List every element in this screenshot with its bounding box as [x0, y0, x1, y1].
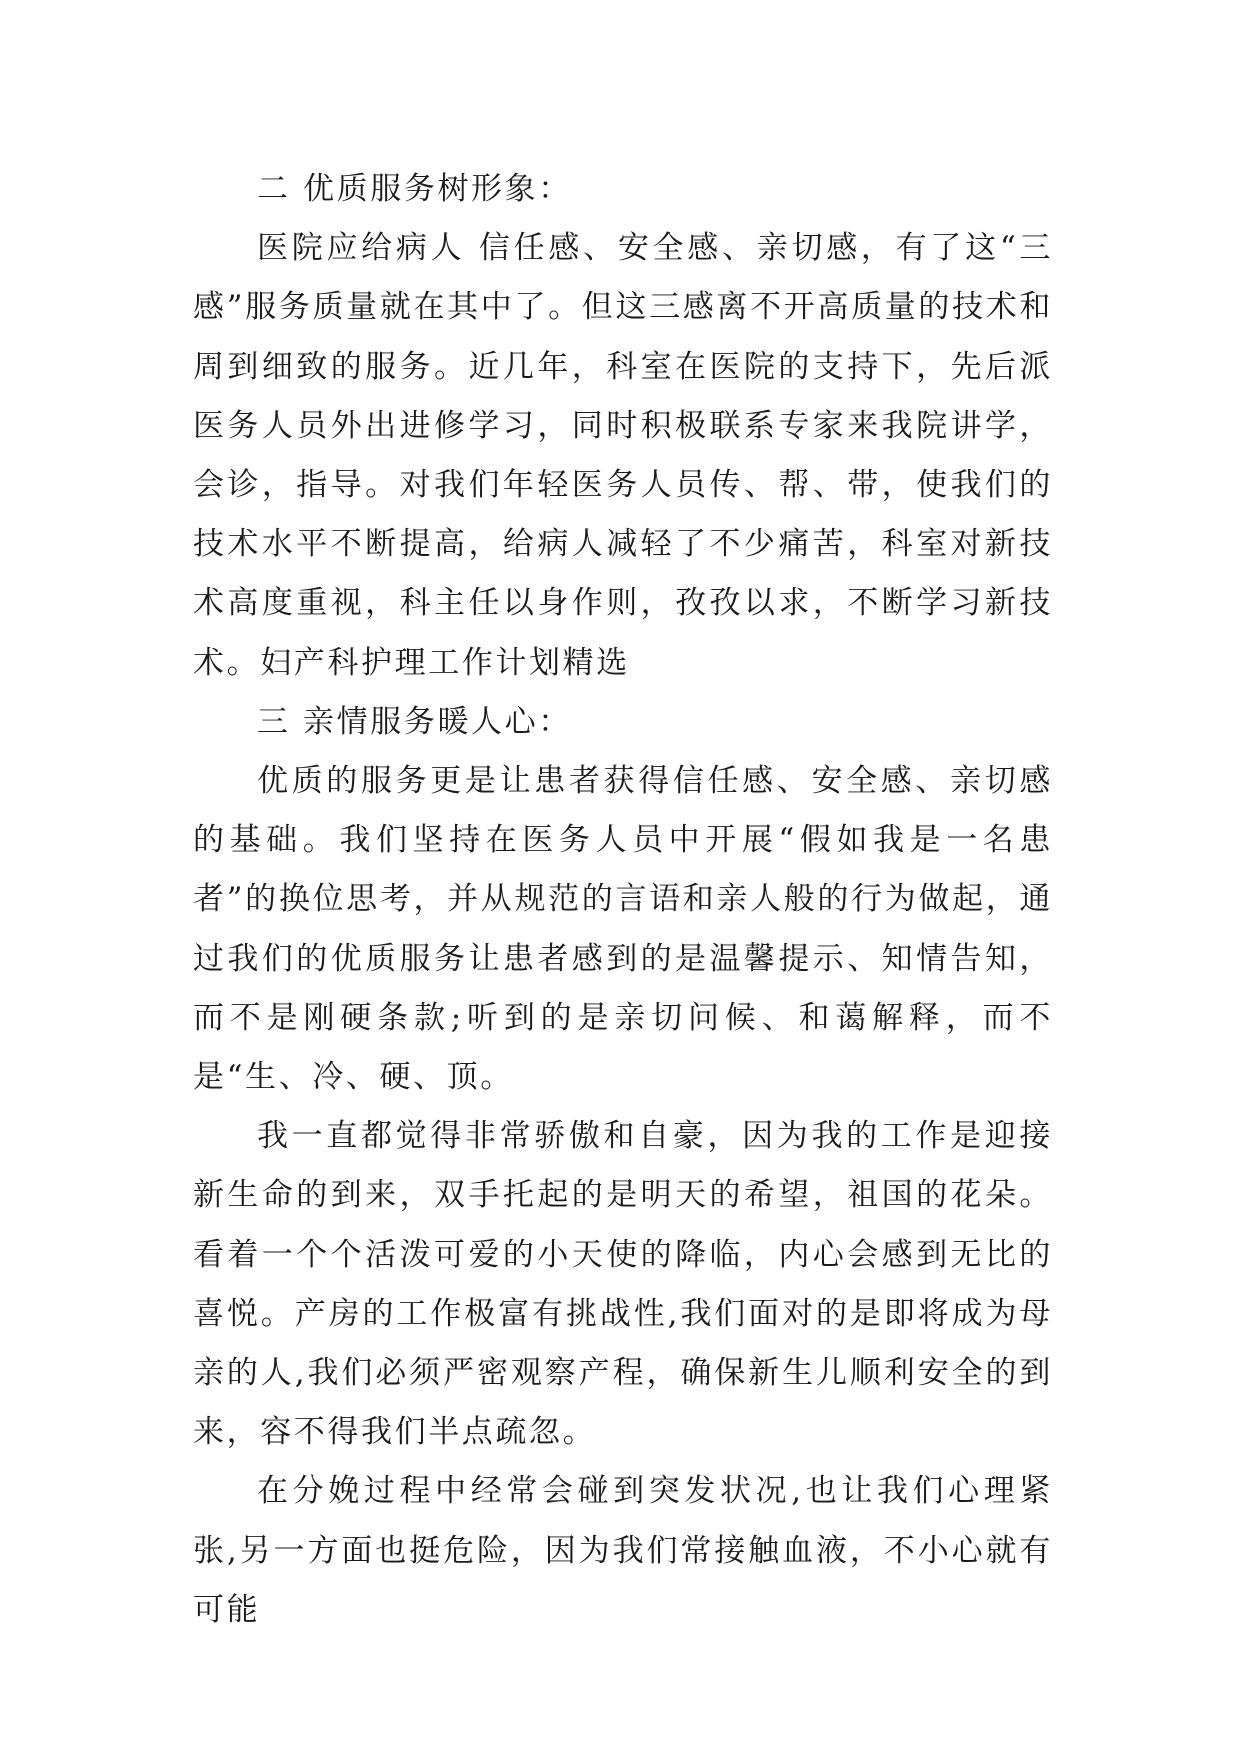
section-heading-3: 三 亲情服务暖人心： [257, 703, 572, 740]
document-body [193, 160, 1053, 1640]
paragraph-trust: 医院应给病人 信任感、安全感、亲切感，有了这“三感”服务质量就在其中了。但这三感离不开高质量的技术和周到细致的服务。近几年，科室在医院的支持下，先后派医务人员外出进修学习，同时积极联系专家来我院讲学，会诊，指导。对我们年轻医务人员传、帮、带，使我们的技术水平不断提高，给病人减轻了不少痛苦，科室对新技术高度重视，科主任以身作则，孜孜以求，不断学习新技术。妇产科护理工作计划精选 [193, 230, 1053, 681]
paragraph-pride: 我一直都觉得非常骄傲和自豪，因为我的工作是迎接新生命的到来，双手托起的是明天的希望，祖国的花朵。看着一个个活泼可爱的小天使的降临，内心会感到无比的喜悦。产房的工作极富有挑战性,我们面对的是即将成为母亲的人,我们必须严密观察产程，确保新生儿顺利安全的到来，容不得我们半点疏忽。 [193, 1118, 1053, 1451]
paragraph-delivery-risk: 在分娩过程中经常会碰到突发状况,也让我们心理紧张,另一方面也挺危险，因为我们常接触血液，不小心就有可能 [193, 1473, 1053, 1628]
section-heading-2: 二 优质服务树形象： [257, 171, 572, 207]
paragraph-quality-service: 优质的服务更是让患者获得信任感、安全感、亲切感的基础。我们坚持在医务人员中开展“假如我是一名患者”的换位思考，并从规范的言语和亲人般的行为做起，通过我们的优质服务让患者感到的是温馨提示、知情告知，而不是刚硬条款;听到的是亲切问候、和蔼解释，而不是“生、冷、硬、顶。 [193, 763, 1053, 1096]
